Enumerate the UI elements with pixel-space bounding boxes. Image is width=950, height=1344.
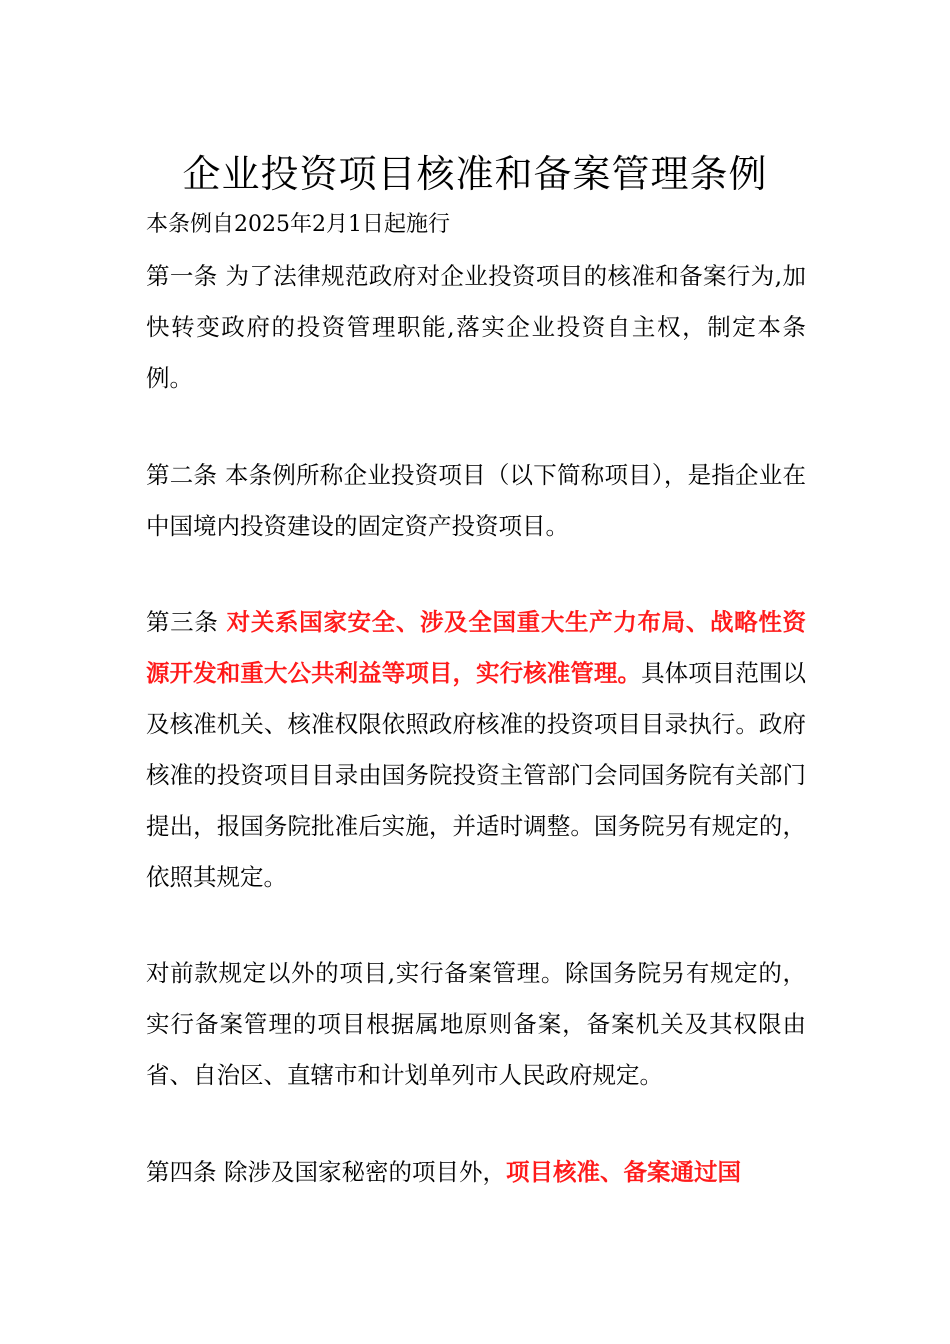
- article-3-highlight: 对关系国家安全、涉及全国重大生产力布局、战略性资源开发和重大公共利益等项目，实行核准管理。: [146, 608, 807, 687]
- article-3-paragraph-2: [146, 948, 806, 1101]
- article-4-highlight: 项目核准、备案通过国: [505, 1158, 741, 1186]
- article-4: [146, 1147, 806, 1198]
- article-1: [146, 251, 806, 404]
- document-title: 企业投资项目核准和备案管理条例: [182, 152, 768, 196]
- effective-date-line: 本条例自2025年2月1日起施行: [146, 212, 450, 237]
- article-4-text: 除涉及国家秘密的项目外，: [223, 1158, 506, 1186]
- article-3-text: 具体项目范围以及核准机关、核准权限依照政府核准的投资项目目录执行。政府核准的投资项目目录由国务院投资主管部门会同国务院有关部门提出，报国务院批准后实施，并适时调整。国务院另有规定的，依照其规定。: [146, 659, 807, 891]
- article-3: [146, 597, 806, 903]
- article-1-text: 为了法律规范政府对企业投资项目的核准和备案行为,加快转变政府的投资管理职能,落实企业投资自主权，制定本条例。: [146, 262, 806, 392]
- article-4-label: 第四条: [146, 1158, 217, 1186]
- article-1-label: 第一条: [146, 262, 218, 290]
- article-2: [146, 450, 806, 552]
- article-2-text: 本条例所称企业投资项目（以下简称项目），是指企业在中国境内投资建设的固定资产投资项目。: [146, 461, 806, 540]
- article-3-paragraph-2-text: 对前款规定以外的项目,实行备案管理。除国务院另有规定的，实行备案管理的项目根据属地原则备案，备案机关及其权限由省、自治区、直辖市和计划单列市人民政府规定。: [146, 959, 806, 1089]
- article-3-label: 第三条: [146, 608, 219, 636]
- article-2-label: 第二条: [146, 461, 218, 489]
